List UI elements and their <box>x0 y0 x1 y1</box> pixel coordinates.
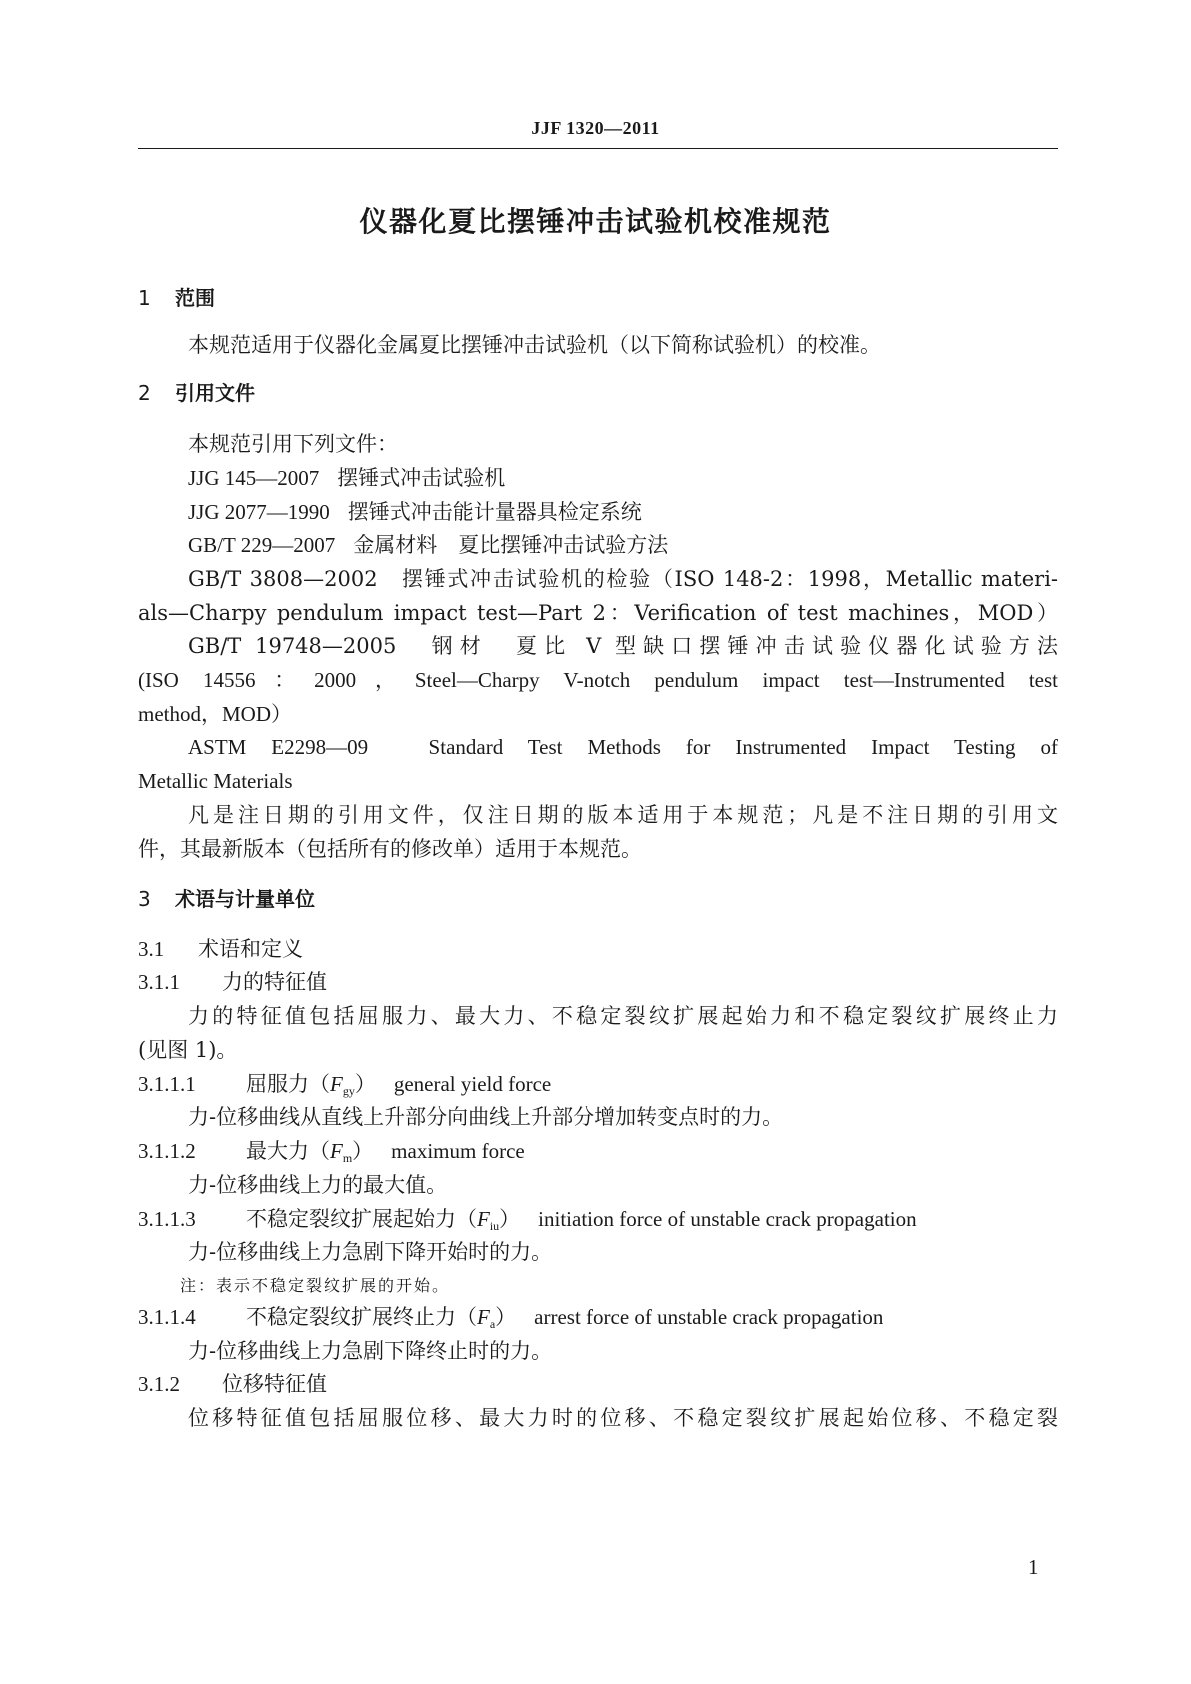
term-symbol-subscript: a <box>489 1317 496 1331</box>
term-title: 屈服力（ <box>246 1072 330 1096</box>
section-number: 3 <box>138 887 151 911</box>
term-title: 最大力（ <box>246 1139 330 1163</box>
section-title: 术语与计量单位 <box>175 887 315 911</box>
section-title: 引用文件 <box>175 381 255 405</box>
reference-item-line: Metallic Materials <box>138 769 293 793</box>
subsection-3-1-2 <box>138 1366 1058 1402</box>
reference-item <box>138 527 1058 563</box>
subsection-body-line: 位移特征值包括屈服位移、最大力时的位移、不稳定裂纹扩展起始位移、不稳定裂 <box>188 1406 1058 1430</box>
term-english: initiation force of unstable crack propagation <box>538 1207 917 1231</box>
header-standard-code: JJF 1320—2011 <box>531 118 660 138</box>
section-number: 2 <box>138 381 151 405</box>
term-english: maximum force <box>391 1139 525 1163</box>
references-closing-line: 凡是注日期的引用文件，仅注日期的版本适用于本规范；凡是不注日期的引用文 <box>188 803 1058 827</box>
term-close: ） <box>495 1305 517 1329</box>
term-symbol: F <box>330 1139 343 1163</box>
subsection-3-1 <box>138 931 1058 967</box>
term-definition: 力-位移曲线从直线上升部分向曲线上升部分增加转变点时的力。 <box>188 1105 784 1129</box>
subsection-3-1-1 <box>138 964 1058 1000</box>
term-number: 3.1.1.2 <box>138 1139 196 1163</box>
references-closing-line: 件，其最新版本（包括所有的修改单）适用于本规范。 <box>138 837 642 861</box>
term-definition: 力-位移曲线上力的最大值。 <box>188 1173 448 1197</box>
section-number: 1 <box>138 286 151 310</box>
reference-code: GB/T 229—2007 <box>188 533 336 557</box>
subsection-title: 力的特征值 <box>222 970 327 994</box>
term-symbol-subscript: gy <box>342 1084 355 1098</box>
reference-item <box>138 494 1058 530</box>
header-divider <box>138 148 1058 149</box>
document-title: 仪器化夏比摆锤冲击试验机校准规范 <box>359 205 832 238</box>
reference-item-line: GB/T 3808—2002 摆锤式冲击试验机的检验（ISO 148-2：1998，Metallic materi- <box>188 567 1058 591</box>
reference-item-line: GB/T 19748—2005 钢材 夏比 V 型缺口摆锤冲击试验仪器化试验方法 <box>188 634 1058 658</box>
term-english: arrest force of unstable crack propagation <box>534 1305 884 1329</box>
section-2-heading <box>138 375 1058 411</box>
page-number: 1 <box>1028 1555 1039 1579</box>
reference-title: 摆锤式冲击能计量器具检定系统 <box>347 500 642 524</box>
term-symbol: F <box>477 1207 490 1231</box>
subsection-title: 位移特征值 <box>222 1372 327 1396</box>
subsection-number: 3.1.1 <box>138 970 180 994</box>
subsection-number: 3.1 <box>138 937 165 961</box>
term-number: 3.1.1.3 <box>138 1207 196 1231</box>
term-symbol-subscript: m <box>342 1151 353 1165</box>
term-symbol: F <box>330 1072 343 1096</box>
subsection-number: 3.1.2 <box>138 1372 180 1396</box>
reference-title: 摆锤式冲击试验机 <box>337 466 506 490</box>
section-title: 范围 <box>175 286 215 310</box>
section-3-heading <box>138 881 1058 917</box>
reference-title: 金属材料 夏比摆锤冲击试验方法 <box>353 533 669 557</box>
section-1-body: 本规范适用于仪器化金属夏比摆锤冲击试验机（以下简称试验机）的校准。 <box>188 333 881 357</box>
reference-item-line: ASTM E2298—09 Standard Test Methods for Instrumented Impact Testing of <box>188 735 1058 759</box>
subsection-title: 术语和定义 <box>198 937 303 961</box>
term-title: 不稳定裂纹扩展终止力（ <box>246 1305 477 1329</box>
subsection-body-line: (见图 1)。 <box>138 1038 238 1062</box>
reference-item <box>138 460 1058 496</box>
reference-item-line: method，MOD） <box>138 702 292 726</box>
term-close: ） <box>354 1072 376 1096</box>
reference-item-line: als—Charpy pendulum impact test—Part 2：Verification of test machines，MOD） <box>138 601 1058 625</box>
term-close: ） <box>352 1139 374 1163</box>
term-symbol-subscript: iu <box>489 1219 500 1233</box>
term-title: 不稳定裂纹扩展起始力（ <box>246 1207 477 1231</box>
term-close: ） <box>499 1207 521 1231</box>
section-1-heading <box>138 280 1058 316</box>
references-intro: 本规范引用下列文件： <box>188 432 398 456</box>
term-number: 3.1.1.4 <box>138 1305 196 1329</box>
term-number: 3.1.1.1 <box>138 1072 196 1096</box>
term-note: 注：表示不稳定裂纹扩展的开始。 <box>180 1276 451 1295</box>
term-definition: 力-位移曲线上力急剧下降开始时的力。 <box>188 1240 553 1264</box>
term-definition: 力-位移曲线上力急剧下降终止时的力。 <box>188 1339 553 1363</box>
term-symbol: F <box>477 1305 490 1329</box>
reference-code: JJG 145—2007 <box>188 466 320 490</box>
subsection-body-line: 力的特征值包括屈服力、最大力、不稳定裂纹扩展起始力和不稳定裂纹扩展终止力 <box>188 1004 1058 1028</box>
reference-code: JJG 2077—1990 <box>188 500 330 524</box>
reference-item-line: (ISO 14556：2000，Steel—Charpy V-notch pendulum impact test—Instrumented test <box>138 668 1058 692</box>
term-english: general yield force <box>393 1072 552 1096</box>
